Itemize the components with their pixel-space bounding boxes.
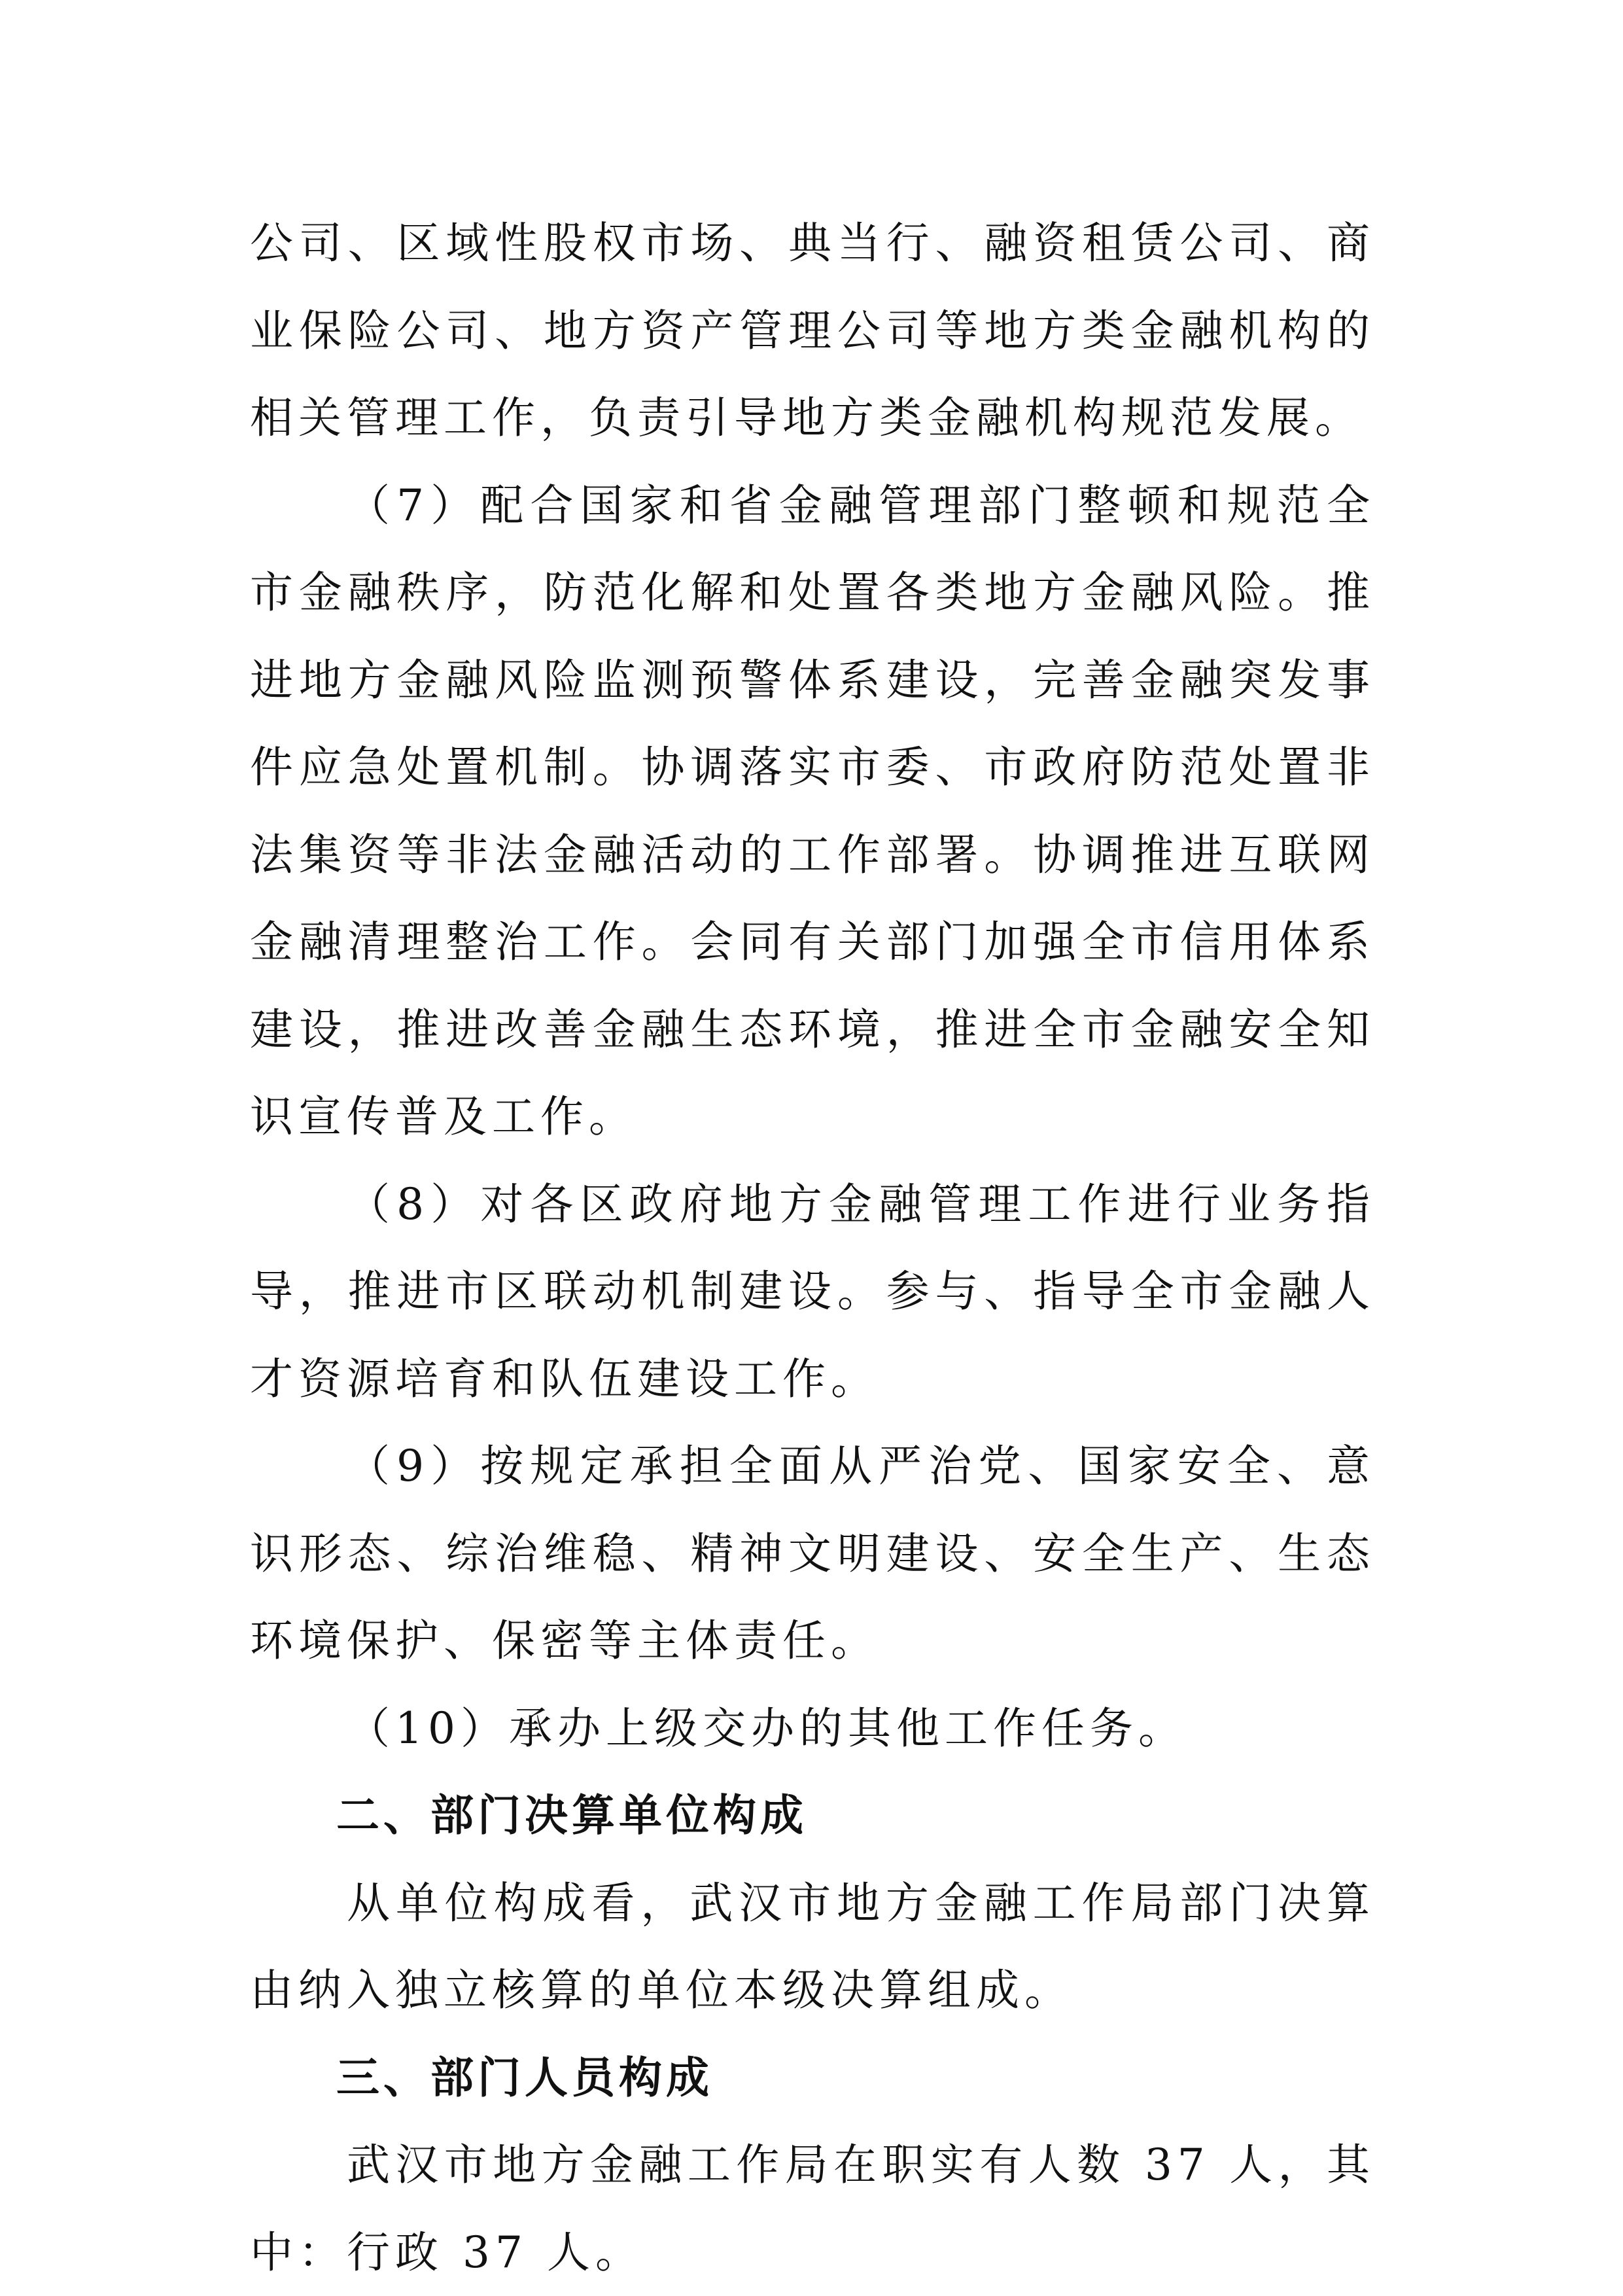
- paragraph-item-10: （10）承办上级交办的其他工作任务。: [347, 1703, 1187, 1754]
- section-heading-staff: 三、部门人员构成: [336, 2052, 713, 2103]
- paragraph-item-9: （9）按规定承担全面从严治党、国家安全、意识形态、综治维稳、精神文明建设、安全生产、生态环境保护、保密等主体责任。: [250, 1441, 1375, 1666]
- paragraph-continuation: 公司、区域性股权市场、典当行、融资租赁公司、商业保险公司、地方资产管理公司等地方类金融机构的相关管理工作，负责引导地方类金融机构规范发展。: [250, 218, 1375, 443]
- section-heading-units: 二、部门决算单位构成: [336, 1790, 807, 1841]
- paragraph-unit-composition: 从单位构成看，武汉市地方金融工作局部门决算由纳入独立核算的单位本级决算组成。: [250, 1877, 1375, 2015]
- document-page: [250, 200, 1375, 2296]
- paragraph-item-7: （7）配合国家和省金融管理部门整顿和规范全市金融秩序，防范化解和处置各类地方金融风险。推进地方金融风险监测预警体系建设，完善金融突发事件应急处置机制。协调落实市委、市政府防范处置非法集资等非法金融活动的工作部署。协调推进互联网金融清理整治工作。会同有关部门加强全市信用体系建设，推进改善金融生态环境，推进全市金融安全知识宣传普及工作。: [250, 480, 1375, 1142]
- paragraph-staff-composition: 武汉市地方金融工作局在职实有人数 37 人，其中：行政 37 人。: [250, 2140, 1375, 2278]
- paragraph-item-8: （8）对各区政府地方金融管理工作进行业务指导，推进市区联动机制建设。参与、指导全市金融人才资源培育和队伍建设工作。: [250, 1178, 1375, 1404]
